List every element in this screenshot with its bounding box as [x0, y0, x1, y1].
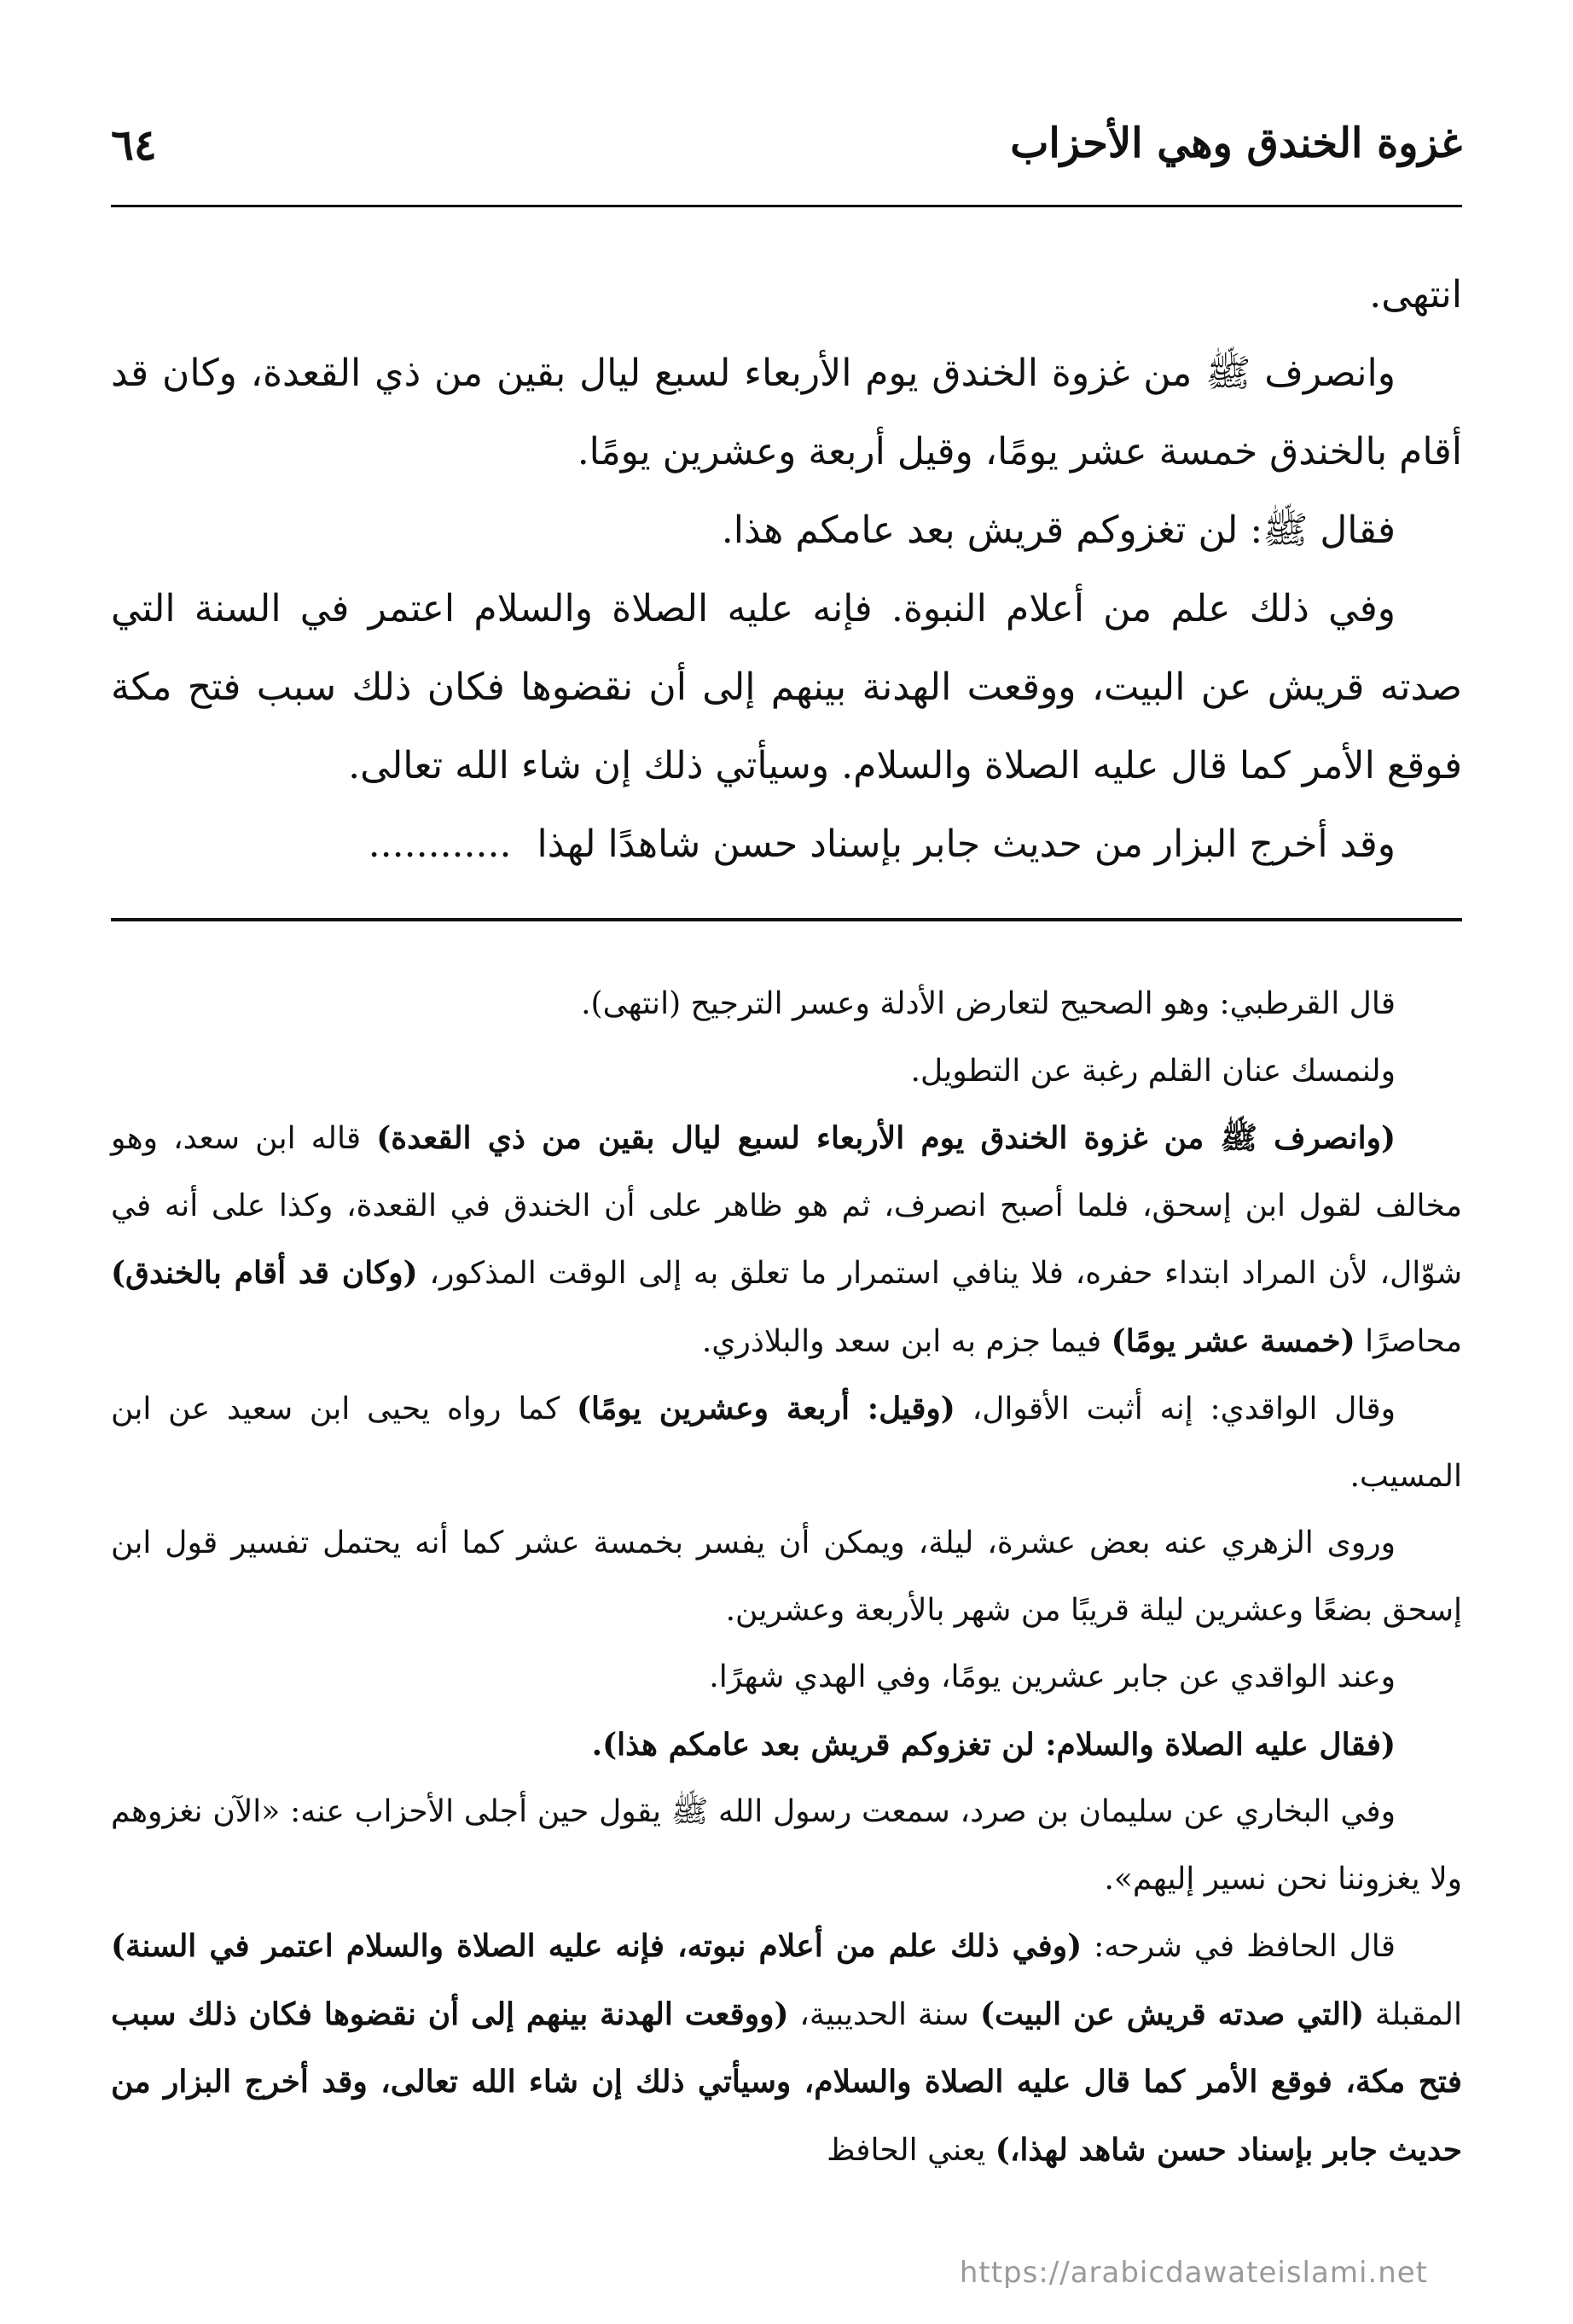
- commentary-paragraph-7: [111, 1711, 1462, 1780]
- running-title: غزوة الخندق وهي الأحزاب: [1010, 119, 1462, 167]
- continuation-dots: ............: [368, 822, 512, 866]
- commentary-span: كما رواه يحيى ابن سعيد عن ابن المسيب.: [111, 1391, 1462, 1494]
- page-number: ٦٤: [111, 119, 157, 170]
- main-paragraph-end-mark: انتهى.: [1369, 273, 1462, 317]
- quoted-matn: (ووقعت الهدنة بينهم إلى أن نقضوها فكان ذلك سبب فتح مكة، فوقع الأمر كما قال عليه الصلاة والسلام، وسيأتي ذلك إن شاء الله تعالى، وقد أخرج البزار من حديث جابر بإسناد حسن شاهد لهذا،): [111, 1996, 1462, 2168]
- commentary-paragraph-8: وفي البخاري عن سليمان بن صرد، سمعت رسول الله ﷺ يقول حين أجلى الأحزاب عنه: «الآن نغزوهم ولا يغزوننا نحن نسير إليهم».: [111, 1794, 1462, 1897]
- commentary-span: قال الحافظ في شرحه:: [1082, 1929, 1396, 1964]
- quoted-matn: (التي صدته قريش عن البيت): [979, 1996, 1365, 2032]
- header-rule: [111, 205, 1462, 207]
- main-paragraph-2: فقال ﷺ: لن تغزوكم قريش بعد عامكم هذا.: [721, 508, 1396, 552]
- quoted-matn: (وقيل: أربعة وعشرين يومًا): [577, 1391, 955, 1426]
- main-paragraph-4-text: وقد أخرج البزار من حديث جابر بإسناد حسن شاهدًا لهذا: [537, 822, 1396, 866]
- running-header: [111, 119, 1462, 196]
- commentary-span: وقال الواقدي: إنه أثبت الأقوال،: [955, 1391, 1396, 1426]
- main-paragraph-4: [111, 805, 1462, 884]
- commentary-span: سنة الحديبية،: [788, 1996, 980, 2032]
- commentary-span: يعني الحافظ: [827, 2132, 995, 2168]
- commentary-span: محاصرًا: [1355, 1323, 1462, 1359]
- site-watermark: https://arabicdawateislami.net: [959, 2256, 1428, 2290]
- commentary-paragraph-1: قال القرطبي: وهو الصحيح لتعارض الأدلة وعسر الترجيح (انتهى).: [581, 986, 1396, 1021]
- main-paragraph-1: وانصرف ﷺ من غزوة الخندق يوم الأربعاء لسبع ليال بقين من ذي القعدة، وكان قد أقام بالخندق خمسة عشر يومًا، وقيل أربعة وعشرين يومًا.: [111, 352, 1462, 474]
- commentary-span: المقبلة: [1364, 1996, 1462, 2032]
- commentary-paragraph-2: ولنمسك عنان القلم رغبة عن التطويل.: [910, 1053, 1396, 1089]
- quoted-matn: (وكان قد أقام بالخندق): [111, 1255, 418, 1291]
- commentary-paragraph-9: [111, 1913, 1462, 2184]
- commentary-span: فيما جزم به ابن سعد والبلاذري.: [701, 1323, 1112, 1359]
- quoted-matn: (وانصرف ﷺ من غزوة الخندق يوم الأربعاء لسبع ليال بقين من ذي القعدة): [376, 1120, 1396, 1156]
- commentary-paragraph-4: [111, 1375, 1462, 1510]
- commentary-text: [111, 971, 1462, 2184]
- commentary-paragraph-3: [111, 1105, 1462, 1375]
- quoted-matn: (فقال عليه الصلاة والسلام: لن تغزوكم قريش بعد عامكم هذا).: [591, 1726, 1396, 1763]
- quoted-matn: (وفي ذلك علم من أعلام نبوته، فإنه عليه الصلاة والسلام اعتمر في السنة): [111, 1928, 1083, 1964]
- main-text: [111, 256, 1462, 884]
- commentary-paragraph-6: وعند الواقدي عن جابر عشرين يومًا، وفي الهدي شهرًا.: [709, 1659, 1396, 1694]
- commentary-paragraph-5: وروى الزهري عنه بعض عشرة، ليلة، ويمكن أن يفسر بخمسة عشر كما أنه يحتمل تفسير قول ابن إسحق بضعًا وعشرين ليلة قريبًا من شهر بالأربعة وعشرين.: [111, 1525, 1462, 1628]
- commentary-separator-rule: [111, 918, 1462, 921]
- main-paragraph-3: وفي ذلك علم من أعلام النبوة. فإنه عليه الصلاة والسلام اعتمر في السنة التي صدته قريش عن البيت، ووقعت الهدنة بينهم إلى أن نقضوها فكان ذلك سبب فتح مكة فوقع الأمر كما قال عليه الصلاة والسلام. وسيأتي ذلك إن شاء الله تعالى.: [111, 587, 1462, 787]
- commentary-span: قاله ابن سعد، وهو مخالف لقول ابن إسحق، فلما أصبح انصرف، ثم هو ظاهر على أن الخندق في القعدة، وكذا على أنه في شوّال، لأن المراد ابتداء حفره، فلا ينافي استمرار ما تعلق به إلى الوقت المذكور،: [111, 1121, 1462, 1291]
- quoted-matn: (خمسة عشر يومًا): [1111, 1322, 1355, 1359]
